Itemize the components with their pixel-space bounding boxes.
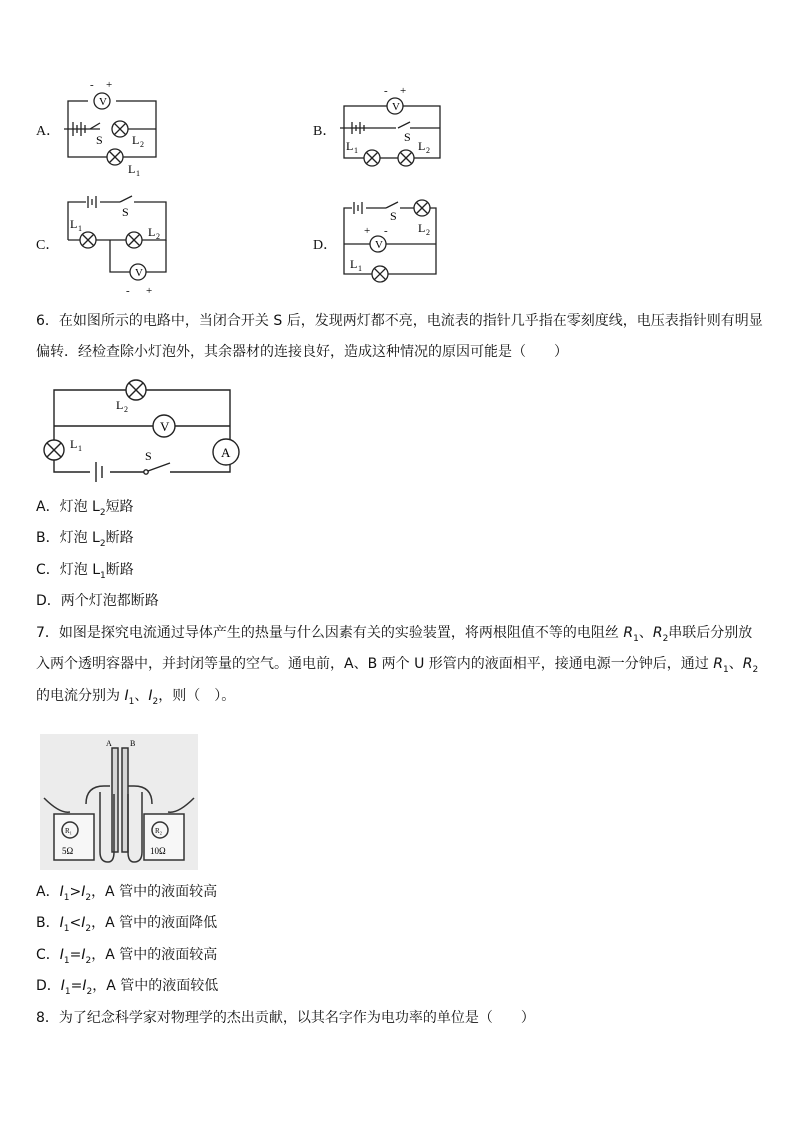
plus-sign: + <box>146 285 153 297</box>
plus-sign: + <box>400 85 407 97</box>
q6-stem-line2: 偏转．经检查除小灯泡外，其余器材的连接良好，造成这种情况的原因可能是（ ） <box>36 344 568 360</box>
lamp2-sub: 2 <box>156 232 160 241</box>
minus-sign: - <box>126 285 130 297</box>
left-resistance: 5Ω <box>62 846 74 856</box>
lamp2-sub: 2 <box>426 228 430 237</box>
q5-option-d-label: D． <box>313 238 338 253</box>
lamp2-sub: 2 <box>124 405 128 414</box>
q6-option-a[interactable]: A．灯泡 $L_2$短路 <box>36 499 134 518</box>
switch-label: S <box>145 449 152 463</box>
voltmeter-label: V <box>99 96 107 108</box>
switch-label: S <box>122 205 129 219</box>
lamp2-label: L <box>418 139 426 153</box>
voltmeter-label: V <box>135 267 143 279</box>
q7-stem-line2: 入两个透明容器中，并封闭等量的空气。通电前，A、B 两个 U 形管内的液面相平，接通电源一分钟后，通过 $R_1$、$R_2$ <box>36 656 759 675</box>
q7-option-d[interactable]: D．$I_1=I_2$，A 管中的液面较低 <box>36 978 219 997</box>
q7-apparatus-figure <box>40 734 198 870</box>
lamp1-label: L <box>128 162 136 176</box>
switch-label: S <box>390 209 397 223</box>
lamp2-sub: 2 <box>426 146 430 155</box>
q7-stem-line1: 7．如图是探究电流通过导体产生的热量与什么因素有关的实验装置，将两根阻值不等的电阻丝 $R_1$、$R_2$串联后分别放 <box>36 625 753 644</box>
q7-option-a[interactable]: A．$I_1>I_2$，A 管中的液面较高 <box>36 884 218 903</box>
lamp2-label: L <box>418 221 426 235</box>
q6-option-b[interactable]: B．灯泡 $L_2$断路 <box>36 530 134 549</box>
q5-circuit-c <box>60 190 175 298</box>
lamp2-sub: 2 <box>140 140 144 149</box>
voltmeter-label: V <box>375 239 383 251</box>
minus-sign: - <box>384 85 388 97</box>
voltmeter-label: V <box>160 419 170 434</box>
minus-sign: - <box>90 79 94 91</box>
switch-label: S <box>404 130 411 144</box>
q7-option-c[interactable]: C．$I_1=I_2$，A 管中的液面较高 <box>36 947 218 966</box>
q5-option-b-label: B． <box>313 124 337 139</box>
lamp1-label: L <box>346 139 354 153</box>
q6-stem-line1: 6．在如图所示的电路中，当闭合开关 S 后，发现两灯都不亮，电流表的指针几乎指在零刻度线，电压表指针则有明显 <box>36 313 763 329</box>
q7-stem-line3: 的电流分别为 $I_1$、$I_2$，则（ ）。 <box>36 688 236 707</box>
q6-circuit-figure <box>40 372 250 484</box>
lamp2-label: L <box>148 225 156 239</box>
q6-option-d[interactable]: D．两个灯泡都断路 <box>36 593 159 609</box>
minus-sign: - <box>384 225 388 237</box>
q5-option-a-label: A． <box>36 124 61 139</box>
lamp1-sub: 1 <box>358 264 362 273</box>
q5-option-c-label: C． <box>36 238 60 253</box>
right-resistance: 10Ω <box>150 846 166 856</box>
voltmeter-label: V <box>392 101 400 113</box>
q7-option-b[interactable]: B．$I_1<I_2$，A 管中的液面降低 <box>36 915 218 934</box>
q5-circuit-b <box>338 84 448 184</box>
lamp2-label: L <box>132 133 140 147</box>
plus-sign: + <box>106 79 113 91</box>
r1-label: R₁ <box>65 827 73 835</box>
lamp1-label: L <box>350 257 358 271</box>
tube-a-label: A <box>106 739 112 748</box>
switch-label: S <box>96 133 103 147</box>
lamp2-label: L <box>116 398 124 412</box>
q5-circuit-d <box>340 196 445 292</box>
lamp1-sub: 1 <box>78 444 82 453</box>
lamp1-sub: 1 <box>354 146 358 155</box>
tube-b-label: B <box>130 739 136 748</box>
plus-sign: + <box>364 225 371 237</box>
r2-label: R₂ <box>155 827 163 835</box>
q8-stem: 8．为了纪念科学家对物理学的杰出贡献，以其名字作为电功率的单位是（ ） <box>36 1010 535 1026</box>
lamp1-label: L <box>70 437 78 451</box>
lamp1-label: L <box>70 217 78 231</box>
q5-circuit-a <box>60 74 170 184</box>
lamp1-sub: 1 <box>136 169 140 178</box>
q6-option-c[interactable]: C．灯泡 $L_1$断路 <box>36 562 134 581</box>
lamp1-sub: 1 <box>78 224 82 233</box>
ammeter-label: A <box>221 445 231 460</box>
